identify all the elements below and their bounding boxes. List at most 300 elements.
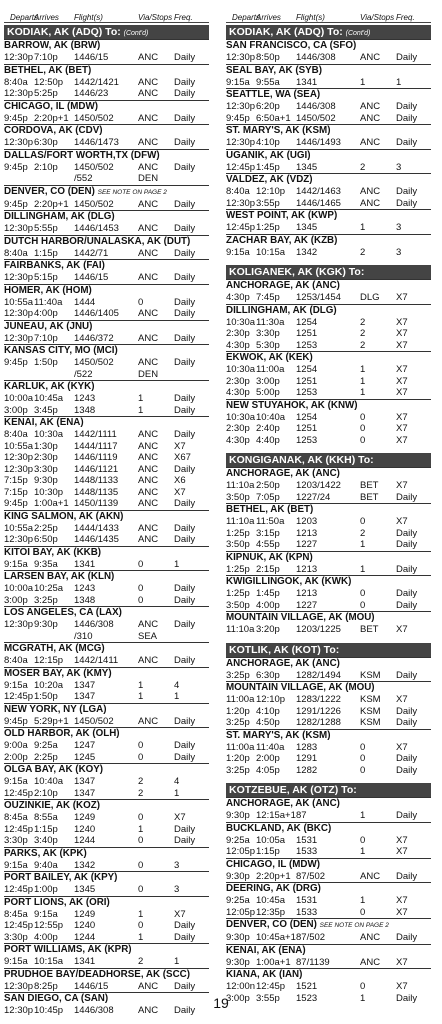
- flight-number: 1291/1226: [296, 705, 341, 717]
- via-stops: ANC: [138, 655, 159, 666]
- flight-row: [4, 369, 209, 381]
- flight-row: [226, 835, 431, 847]
- flight-row: [4, 523, 209, 535]
- destination-name: [226, 209, 431, 222]
- via-stops: 0: [138, 296, 144, 308]
- departs-time: 4:30p: [226, 434, 250, 446]
- departs-time: 9:15a: [4, 956, 28, 967]
- departs-time: 11:10a: [226, 480, 255, 491]
- frequency: Daily: [174, 429, 196, 440]
- departs-time: 12:30p: [4, 137, 34, 148]
- flight-row: [226, 423, 431, 435]
- flight-row: [4, 884, 209, 896]
- arrives-time: 10:15a: [256, 246, 286, 258]
- departs-time: 9:45p: [4, 161, 28, 173]
- via-stops: 2: [138, 956, 144, 967]
- destination-name: [226, 351, 431, 364]
- departs-time: 12:45p: [4, 691, 34, 702]
- flight-number: 1244: [74, 931, 96, 943]
- schedule-column-right: [226, 8, 431, 1004]
- flight-number: 1249: [74, 908, 96, 920]
- departs-time: 12:30p: [4, 272, 34, 283]
- frequency: X7: [396, 434, 408, 446]
- via-stops: 1: [138, 393, 144, 404]
- departs-time: 12:45p: [226, 161, 256, 173]
- via-stops: 1: [360, 76, 366, 88]
- destination-name: [4, 642, 209, 655]
- frequency: X7: [396, 981, 408, 992]
- departs-time: 2:30p: [226, 375, 250, 387]
- flight-row: [4, 77, 209, 89]
- frequency: 1: [174, 956, 180, 967]
- arrives-time: 3:20p: [256, 624, 280, 635]
- frequency: Daily: [174, 823, 196, 835]
- flight-row: [4, 655, 209, 667]
- flight-row: [226, 624, 431, 636]
- frequency: Daily: [174, 835, 196, 846]
- departs-time: 12:30p: [4, 619, 34, 630]
- departs-time: 11:00a: [226, 741, 255, 753]
- departs-time: 3:00p: [4, 404, 28, 416]
- arrives-time: 11:30a: [256, 316, 285, 328]
- frequency: X7: [396, 895, 408, 906]
- arrives-time: 1:00a+1: [34, 498, 69, 509]
- destination-label: KENAI, AK (ENA): [226, 944, 306, 956]
- arrives-time: 11:40a: [34, 296, 63, 308]
- via-stops: KSM: [360, 705, 381, 717]
- via-stops: ANC: [360, 52, 381, 63]
- departs-time: 3:50p: [226, 539, 250, 550]
- destination-name: [4, 896, 209, 909]
- departs-time: 1:25p: [226, 588, 250, 599]
- departs-time: 12:30p: [4, 332, 34, 344]
- frequency: Daily: [174, 655, 196, 666]
- destination-label: JUNEAU, AK (JNU): [4, 320, 93, 332]
- arrives-time: 3:25p: [34, 594, 58, 606]
- arrives-time: 9:35a: [34, 558, 58, 570]
- flight-number: 1347: [74, 787, 96, 799]
- flight-number: 1446/23: [74, 88, 109, 99]
- via-stops: 1: [360, 810, 366, 821]
- arrives-time: 10:45a: [34, 393, 64, 404]
- page-number: 19: [213, 995, 229, 1011]
- destination-label: NEW YORK, NY (LGA): [4, 703, 107, 715]
- arrives-time: 4:00p: [256, 599, 280, 611]
- destination-name: [226, 503, 431, 516]
- departs-time: 3:30p: [4, 835, 28, 846]
- flight-number: 1450/502: [296, 112, 336, 124]
- via-stops: 0: [360, 599, 366, 611]
- frequency: X7: [396, 328, 408, 339]
- destination-name: [4, 124, 209, 137]
- frequency: Daily: [174, 393, 196, 404]
- frequency: Daily: [174, 751, 196, 763]
- destination-label: MCGRATH, AK (MCG): [4, 643, 105, 654]
- departs-time: 9:15a: [4, 558, 28, 570]
- departs-time: 12:30p: [4, 534, 34, 545]
- arrives-time: 6:30p: [256, 669, 280, 681]
- flight-number: 1448/1133: [74, 475, 119, 486]
- frequency: Daily: [174, 296, 196, 308]
- flight-number: 1521: [296, 981, 318, 992]
- frequency: Daily: [396, 588, 418, 599]
- flight-number: 1348: [74, 594, 96, 606]
- departs-time: 1:20p: [226, 753, 250, 764]
- departs-time: 10:30a: [226, 411, 256, 423]
- via-stops: 1: [360, 364, 366, 375]
- via-stops: ANC: [138, 137, 159, 148]
- flight-number: 1446/1493: [296, 137, 341, 148]
- via-stops: 0: [360, 411, 366, 423]
- destination-label: EKWOK, AK (KEK): [226, 352, 313, 363]
- arrives-time: 2:40p: [256, 423, 280, 434]
- destination-name: [226, 729, 431, 742]
- departs-time: 12:45p: [4, 787, 34, 799]
- destination-name: [226, 822, 431, 835]
- flight-number: 1446/308: [296, 52, 336, 63]
- departs-time: 9:45p: [4, 112, 28, 124]
- frequency: Daily: [396, 539, 418, 550]
- flight-number: 1446/372: [74, 332, 114, 344]
- flight-row: [4, 583, 209, 595]
- flight-number: 1253/1454: [296, 292, 341, 303]
- destination-name: [4, 968, 209, 981]
- frequency: X7: [396, 292, 408, 303]
- flight-number: 1203/1422: [296, 480, 341, 491]
- continued-label: (Cont'd): [345, 30, 371, 37]
- via-stops: ANC: [138, 619, 159, 630]
- flight-number: 1203: [296, 516, 318, 527]
- via-stops: ANC: [138, 198, 159, 210]
- departs-time: 12:30p: [4, 308, 34, 319]
- destination-name: [4, 39, 209, 52]
- arrives-time: 4:05p: [256, 764, 280, 776]
- destination-label: UGANIK, AK (UGI): [226, 149, 311, 161]
- arrives-time: 2:25p: [34, 751, 58, 763]
- arrives-time: 3:55p: [256, 197, 280, 209]
- via-stops: 0: [138, 583, 144, 594]
- flight-row: [226, 222, 431, 234]
- destination-name: [226, 234, 431, 247]
- frequency: [174, 173, 209, 185]
- departs-time: 1:25p: [226, 527, 250, 539]
- destination-label: PORT LIONS, AK (ORI): [4, 896, 110, 908]
- arrives-time: 3:55p: [256, 992, 280, 1004]
- arrives-time: 10:45p: [34, 1005, 64, 1016]
- via-stops: 0: [360, 588, 366, 599]
- flight-number: 1341: [74, 558, 96, 570]
- destination-name: [226, 149, 431, 162]
- via-stops: 1: [360, 846, 366, 857]
- flight-row: [4, 162, 209, 174]
- departs-time: 12:30p: [226, 52, 256, 63]
- schedule-column-left: [4, 8, 209, 1017]
- flight-number: 1450/502: [74, 198, 114, 210]
- arrives-time: 1:50p: [34, 691, 58, 702]
- frequency: 3: [174, 884, 180, 895]
- flight-number: 1450/502: [74, 112, 114, 124]
- flight-row: [226, 387, 431, 399]
- destination-name: [4, 703, 209, 716]
- destination-name: [226, 467, 431, 480]
- destination-name: [226, 124, 431, 137]
- via-stops: 0: [138, 835, 144, 846]
- departs-time: 9:30p: [226, 810, 250, 821]
- flight-number: 1444/1433: [74, 522, 119, 534]
- flight-number: 1213: [296, 563, 318, 575]
- departs-time: 10:00a: [4, 393, 34, 404]
- flight-row: [4, 824, 209, 836]
- header-arrives: Arrives: [256, 13, 281, 22]
- via-stops: 0: [360, 764, 366, 776]
- via-stops: 2: [360, 161, 366, 173]
- departs-time: 12:30p: [226, 101, 256, 112]
- arrives-time: 10:05a: [256, 834, 286, 846]
- arrives-time: 3:15p: [256, 527, 280, 539]
- via-stops: 0: [138, 751, 144, 763]
- flight-number: 1446/1453: [74, 223, 119, 234]
- flight-number: 1282/1288: [296, 717, 341, 728]
- via-stops: 1: [138, 404, 144, 416]
- flight-row: [4, 464, 209, 476]
- origin-title: KODIAK, AK (ADQ) To:: [7, 26, 121, 38]
- header-departs: Departs: [232, 13, 261, 22]
- flight-number: 1254: [296, 316, 318, 328]
- flight-number: 1450/1139: [74, 498, 119, 509]
- frequency: 3: [396, 222, 402, 233]
- frequency: Daily: [174, 357, 196, 368]
- frequency: Daily: [174, 332, 196, 344]
- flight-row: [4, 173, 209, 185]
- flight-number: 1446/1405: [74, 308, 119, 319]
- arrives-time: 9:40a: [34, 859, 58, 871]
- flight-row: [4, 920, 209, 932]
- arrives-time: 2:20p+1: [34, 198, 69, 210]
- flight-number: 1240: [74, 823, 96, 835]
- via-stops: ANC: [138, 440, 159, 452]
- departs-time: 3:25p: [226, 764, 250, 776]
- flight-number: 1347: [74, 679, 96, 691]
- destination-name: [4, 344, 209, 357]
- destination-label: DILLINGHAM, AK (DLG): [226, 304, 337, 316]
- destination-label: FAIRBANKS, AK (FAI): [4, 260, 105, 271]
- frequency: Daily: [396, 101, 418, 112]
- flight-row: [4, 680, 209, 692]
- flight-row: [226, 113, 431, 125]
- destination-label: DILLINGHAM, AK (DLG): [4, 211, 115, 222]
- frequency: X7: [396, 339, 408, 351]
- arrives-time: 5:29p+1: [34, 715, 69, 727]
- flight-row: [226, 895, 431, 907]
- destination-name: [226, 681, 431, 694]
- via-stops: 0: [138, 740, 144, 751]
- departs-time: 9:45p: [4, 198, 28, 210]
- frequency: Daily: [396, 870, 418, 882]
- via-stops: 0: [360, 753, 366, 764]
- flight-row: [226, 52, 431, 64]
- flight-row: [4, 559, 209, 571]
- arrives-time: 7:10p: [34, 332, 58, 344]
- departs-time: 1:25p: [226, 563, 250, 575]
- destination-label: BUCKLAND, AK (BKC): [226, 822, 332, 834]
- frequency: Daily: [174, 308, 196, 319]
- destination-label: CHICAGO, IL (MDW): [4, 100, 98, 112]
- via-stops: ANC: [138, 522, 159, 534]
- frequency: Daily: [396, 197, 418, 209]
- frequency: X7: [396, 906, 408, 918]
- flight-number: 1240: [74, 920, 96, 931]
- arrives-time: 6:30p: [34, 137, 58, 148]
- flight-row: [226, 932, 431, 944]
- flight-row: [4, 691, 209, 703]
- flight-number: 1533: [296, 846, 318, 857]
- arrives-time: 3:30p: [256, 328, 280, 339]
- origin-title: KOTZEBUE, AK (OTZ) To:: [229, 784, 357, 796]
- flight-number: 1251: [296, 375, 318, 387]
- flight-row: [4, 619, 209, 631]
- flight-number: 1446/15: [74, 52, 109, 63]
- arrives-time: [34, 631, 74, 643]
- departs-time: 11:00a: [226, 694, 255, 705]
- flight-number: 1446/308: [74, 1005, 114, 1016]
- flight-number: 1342: [296, 246, 318, 258]
- header-via: Via/Stops: [138, 13, 173, 22]
- frequency: X7: [174, 908, 186, 920]
- departs-time: 11:10a: [226, 624, 255, 635]
- flight-row: [226, 328, 431, 340]
- flight-number: 1446/1473: [74, 137, 119, 148]
- departs-time: 9:30p: [226, 932, 250, 943]
- origin-header: [226, 453, 431, 467]
- destination-label: BARROW, AK (BRW): [4, 40, 101, 51]
- departs-time: 8:40a: [4, 429, 28, 440]
- destination-name: [226, 657, 431, 670]
- column-header: [4, 8, 209, 23]
- flight-number: 1253: [296, 387, 318, 398]
- departs-time: 9:45p: [4, 498, 28, 509]
- via-stops: ANC: [138, 1005, 159, 1016]
- arrives-time: 10:40a: [256, 411, 286, 423]
- flight-number: 1345: [296, 222, 318, 233]
- arrives-time: 3:00p: [256, 375, 280, 387]
- flight-row: [226, 516, 431, 528]
- flight-row: [4, 631, 209, 643]
- destination-label: OLGA BAY, AK (KOY): [4, 764, 104, 775]
- frequency: Daily: [174, 498, 196, 509]
- via-stops: 1: [360, 539, 366, 550]
- destination-label: BETHEL, AK (BET): [226, 504, 314, 515]
- flight-number: 1254: [296, 411, 318, 423]
- arrives-time: 1:25p: [256, 222, 280, 233]
- flight-row: [4, 199, 209, 211]
- destination-label: MOSER BAY, AK (KMY): [4, 667, 112, 679]
- via-stops: 1: [360, 563, 366, 575]
- departs-time: 11:10a: [226, 516, 255, 527]
- departs-time: 3:00p: [226, 992, 250, 1004]
- arrives-time: 8:25p: [34, 980, 58, 992]
- destination-label: MOUNTAIN VILLAGE, AK (MOU): [226, 682, 375, 693]
- arrives-time: 5:25p: [34, 88, 58, 99]
- via-stops: 2: [138, 776, 144, 787]
- arrives-time: 6:20p: [256, 101, 280, 112]
- flight-number: 1446/1121: [74, 463, 119, 475]
- flight-row: [4, 475, 209, 487]
- arrives-time: 5:55p: [34, 223, 58, 234]
- destination-name: [226, 918, 431, 932]
- frequency: Daily: [174, 88, 196, 99]
- departs-time: 3:25p: [226, 669, 250, 681]
- flight-number: 1283/1222: [296, 694, 341, 705]
- destination-label: PORT BAILEY, AK (KPY): [4, 872, 118, 883]
- arrives-time: 4:50p: [256, 717, 280, 728]
- flight-row: [4, 487, 209, 499]
- via-stops: 0: [138, 558, 144, 570]
- destination-name: [4, 667, 209, 680]
- departs-time: 12:05p: [226, 906, 256, 918]
- via-stops: ANC: [138, 88, 159, 99]
- departs-time: 4:30p: [226, 339, 250, 351]
- flight-number: 1203/1225: [296, 624, 341, 635]
- flight-row: [4, 932, 209, 944]
- destination-name: [4, 64, 209, 77]
- destination-label: DENVER, CO (DEN): [226, 919, 317, 930]
- frequency: X7: [396, 846, 408, 857]
- destination-name: [226, 64, 431, 77]
- destination-label: DEERING, AK (DRG): [226, 883, 321, 894]
- arrives-time: 2:00p: [256, 753, 280, 764]
- destination-name: [226, 279, 431, 292]
- flight-number: 1282: [296, 764, 318, 776]
- departs-time: 4:30p: [226, 292, 250, 303]
- frequency: Daily: [174, 247, 196, 259]
- flight-row: [226, 753, 431, 765]
- flight-row: [226, 846, 431, 858]
- frequency: X7: [396, 364, 408, 375]
- departs-time: 9:25a: [226, 834, 250, 846]
- destination-label: ST. MARY'S, AK (KSM): [226, 729, 331, 741]
- frequency: Daily: [174, 740, 196, 751]
- flight-number: 1227/24: [296, 491, 331, 503]
- via-stops: ANC: [360, 932, 381, 943]
- arrives-time: 4:10p: [256, 705, 280, 717]
- via-stops: ANC: [138, 534, 159, 545]
- destination-label: LARSEN BAY, AK (KLN): [4, 571, 115, 582]
- continued-label: (Cont'd): [123, 30, 149, 37]
- frequency: 4: [174, 679, 180, 691]
- via-stops: 1: [360, 387, 366, 398]
- destination-label: DENVER, CO (DEN): [4, 185, 95, 197]
- flight-row: [4, 308, 209, 320]
- frequency: Daily: [396, 992, 418, 1004]
- destination-name: [226, 551, 431, 564]
- destination-label: KIPNUK, AK (KPN): [226, 551, 313, 563]
- frequency: Daily: [174, 931, 196, 943]
- departs-time: 2:30p: [226, 328, 250, 339]
- via-stops: 0: [138, 859, 144, 871]
- via-stops: 1: [138, 931, 144, 943]
- frequency: X7: [396, 516, 408, 527]
- flight-row: [4, 860, 209, 872]
- arrives-time: 2:10p: [34, 787, 58, 799]
- destination-name: [226, 968, 431, 981]
- departs-time: 12:45p: [4, 920, 34, 931]
- destination-name: [226, 858, 431, 871]
- departs-time: 9:25a: [226, 895, 250, 906]
- destination-label: VALDEZ, AK (VDZ): [226, 174, 313, 185]
- destination-label: OUZINKIE, AK (KOZ): [4, 800, 100, 811]
- flight-row: [4, 534, 209, 546]
- header-departs: Departs: [10, 13, 39, 22]
